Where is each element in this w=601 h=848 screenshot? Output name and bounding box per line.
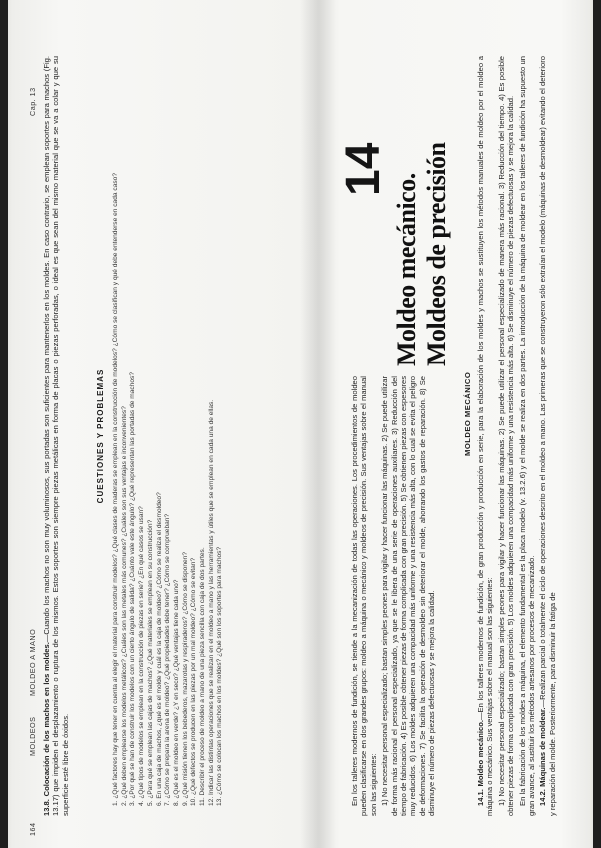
section-number: 14.2.: [538, 789, 548, 806]
question-item: 3. ¿Por qué se han de construir los modelos con un cierto ángulo de salida? ¿Cuánto vale este ángulo? ¿Qué representan las portadas de machos?: [129, 372, 137, 806]
question-item: 9. ¿Qué misión tienen los bebederos, mazarotas y respiraderos? ¿Cómo se disponen?: [181, 552, 189, 806]
chapter-title-line-1: Moldeo mecánico.: [392, 173, 421, 366]
section-title: Moldeo mecánico.: [476, 720, 485, 787]
section-13-8: [42, 56, 70, 816]
questions-list: [112, 56, 225, 816]
section-number: 14.1.: [476, 789, 485, 806]
section-14-2: [538, 56, 557, 816]
question-item: 12. Indicar las distintas operaciones que se realizan en el moldeo a mano y las herramientas y útiles que se emplean en cada una de ellas.: [207, 399, 215, 806]
chapter-title-line-2: Moldeos de precisión: [422, 142, 451, 366]
intro-list-paragraph: 1) No necesitar personal especializado; bastan simples peones para vigilar y hacer funcionar las máquinas. 2) Se puede utilizar de forma más racional el personal especializado, ya que se le libera de una serie de operaciones auxiliares. 3) Reducción del tiempo de fabricación. 4) Es posible obtener piezas de forma complicada con gran precisión. 5) Se obtienen piezas con espesores muy reducidos. 6) Los moldes adquieren una compacidad más uniforme y una resistencia más alta, con lo cual se evita el peligro de deformaciones. 7) Se facilita la operación de desmoldeo sin deteriorar el molde, ahorrando los gastos de reparación. 8) Se disminuye el número de piezas defectuosas y se mejora la calidad.: [380, 376, 437, 816]
left-page: [28, 28, 298, 836]
question-item: 8. ¿Qué es el moldeo en verde? ¿Y en seco? ¿Qué ventajas tiene cada uno?: [172, 579, 180, 806]
question-item: 13. ¿Cómo se colocan los machos en los moldes? ¿Qué son los soportes para machos?: [216, 546, 224, 806]
section-text: —En los talleres modernos de fundición, de gran producción y producción en serie, para la elaboración de los moldes y machos se sustituyen los métodos manuales de moldeo por el moldeo a máquina o mecánico. Sus ventajas sobre el manual son las siguientes:: [476, 56, 495, 816]
section-14-1-list: 1) No necesitar personal especializado; bastan simples peones para vigilar y hacer funcionar las máquinas. 2) Se puede utilizar el personal especializado de manera más racional. 3) Reducción del tiempo. 4) Es posible obtener piezas de forma complicada con gran precisión. 5) Los moldes adquieren una compacidad más uniforme y una resistencia más alta. 6) Se disminuye el número de piezas defectuosas y se mejora la calidad.: [496, 56, 516, 816]
section-title: Colocación de los machos en los moldes.: [42, 642, 51, 797]
section-text: —Realizan parcial o totalmente el ciclo de operaciones descrito en el moldeo a mano. Las primeras que se construyeron sólo extraían el modelo (máquinas de desmoldear) evitando el deterioro y reparación del molde. Posteriormente, para disminuir la fatiga de: [538, 56, 557, 816]
chapter-number: 14: [337, 142, 390, 196]
section-14-1: [476, 56, 495, 816]
page-number: 164: [28, 822, 37, 836]
running-head-prefix: MOLDEOS: [28, 716, 37, 756]
right-page: [330, 28, 600, 836]
question-item: 6. En una caja de machos, ¿qué es el molde y cuál es la caja de moldeo? ¿Cómo se realiza el desmoldeo?: [155, 492, 163, 806]
question-item: 4. ¿Qué tipos de modelos se emplean en la construcción de piezas en serie? ¿En qué casos se usan?: [138, 506, 146, 806]
question-item: 11. Describir el proceso de moldeo a mano de una pieza sencilla con caja de dos partes.: [199, 547, 207, 806]
section-text: —Cuando los machos no son muy voluminosos, sus portadas son suficientes para mantenerlos en los moldes. En caso contrario, se emplean soportes para machos (Fig. 13.17) que impiden el desplazamiento o ruptura de los mismos. Estos soportes son siempre piezas metálicas en forma de placas o piezas perforadas, o ideal es que sean del mismo material que se va a colar y que su superficie esté libre de óxidos.: [42, 56, 70, 816]
question-item: 5. ¿Para qué se emplean las cajas de machos? ¿Qué materiales se emplean en su construcción?: [146, 519, 154, 806]
section-heading: MOLDEO MECÁNICO: [463, 371, 472, 456]
chapter-reference: Cap. 13: [28, 87, 37, 116]
section-title: Máquinas de moldear.: [538, 707, 548, 787]
question-item: 10. ¿Qué defectos se producen en las piezas por un mal moldeo? ¿Cómo se evitan?: [190, 557, 198, 806]
section-number: 13.8.: [42, 799, 51, 816]
section-14-body: [476, 56, 559, 816]
section-14-1-tail: En la fabricación de los moldes a máquina, el elemento fundamental es la placa modelo (v. 13.2.6) y el molde se realiza en dos partes. La introducción de la máquina de moldear en los talleres de fundición ha supuesto un gran avance, al sustituir los métodos artesanos por procesos de mecanizado.: [517, 56, 537, 816]
question-item: 2. ¿Qué deben emplearse los modelos metálicos? ¿Cuáles son las metales más comunes? ¿Cuáles son sus ventajas e inconvenientes?: [120, 406, 128, 806]
scan-edge-left: [0, 0, 8, 848]
questions-heading: CUESTIONES Y PROBLEMAS: [96, 368, 105, 504]
intro-paragraph: En los talleres modernos de fundición, se tiende a la mecanización de todas las operaciones. Los procedimientos de moldeo pueden clasificarse en dos grandes grupos: moldeo a máquina o mecánico y moldeos de precisión. Sus ventajas sobre el manual son las siguientes:: [350, 376, 378, 816]
chapter-intro: [350, 376, 439, 816]
running-head-title: MOLDEO A MANO: [28, 628, 37, 696]
question-item: 1. ¿Qué factores hay que tener en cuenta al elegir el material para construir modelos? ¿Qué clases de maderas se emplean en la construcción de modelos? ¿Cómo se clasifican y qué debe entenderse en cada caso?: [112, 173, 119, 806]
question-item: 7. ¿Cómo se prepara la arena de moldeo? ¿Qué propiedades debe tener? ¿Cómo se comprueban?: [164, 513, 172, 806]
